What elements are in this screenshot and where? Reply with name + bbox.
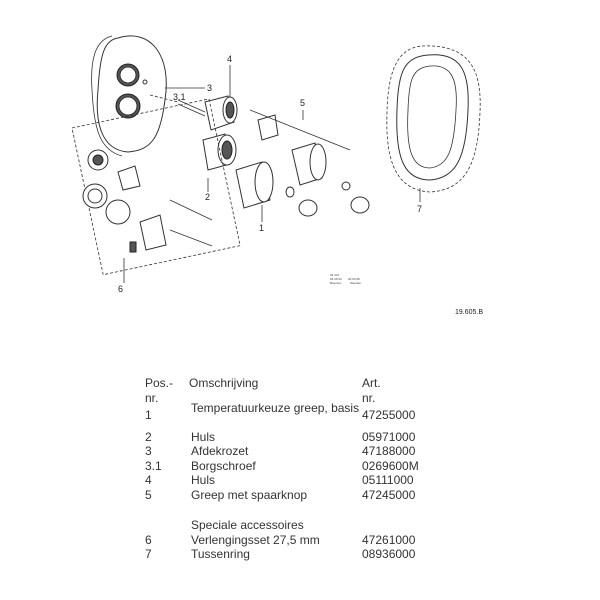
callout-3-1: 3.1	[173, 92, 186, 102]
header-pos: Pos.-nr.	[145, 376, 174, 405]
row-art: 05111000	[362, 473, 414, 487]
row-pos: 7	[145, 547, 152, 561]
row-art: 05971000	[362, 429, 416, 444]
svg-text:93 447: 93 447	[330, 273, 340, 277]
row-art: 47261000	[362, 532, 416, 547]
row-desc: Borgschroef	[191, 458, 256, 473]
callout-6: 6	[118, 284, 124, 294]
row-pos: 5	[145, 487, 152, 502]
row-pos: 3	[145, 444, 152, 458]
row-desc: Afdekrozet	[191, 444, 249, 458]
part-7-intermediate-ring	[387, 46, 480, 192]
svg-text:Wenden: Wenden	[350, 281, 362, 285]
row-art: 47245000	[362, 487, 416, 502]
svg-text:06.06.93: 06.06.93	[330, 277, 342, 281]
row-art: 08936000	[362, 547, 416, 561]
callout-5: 5	[300, 98, 306, 108]
row-pos: 4	[145, 473, 152, 487]
row-art: 47255000	[362, 407, 416, 422]
row-pos: 2	[145, 429, 152, 444]
header-art: Art. nr.	[362, 376, 381, 405]
row-pos: 1	[145, 407, 152, 422]
callout-2: 2	[205, 192, 211, 202]
row-art: 47188000	[362, 444, 416, 458]
svg-text:Boerdon: Boerdon	[330, 281, 342, 285]
callout-1: 1	[259, 223, 265, 233]
row-art: 0269600M	[362, 458, 419, 473]
callout-4: 4	[227, 54, 233, 64]
row-desc: Huls	[191, 429, 216, 444]
revision-notes	[330, 273, 361, 285]
callout-3: 3	[207, 83, 213, 93]
part-2-sleeve	[203, 134, 236, 170]
row-pos: 3.1	[145, 458, 162, 473]
section-title: Speciale accessoires	[191, 518, 304, 532]
row-desc: Greep met spaarknop	[191, 487, 308, 502]
row-pos: 6	[145, 532, 152, 547]
svg-text:20.03.98: 20.03.98	[348, 277, 360, 281]
callout-7: 7	[417, 204, 423, 214]
row-desc: Verlengingsset 27,5 mm	[191, 532, 320, 547]
row-desc: Huls	[191, 473, 216, 487]
row-desc: Temperatuurkeuze greep, basis	[191, 400, 360, 415]
row-desc: Tussenring	[191, 547, 250, 561]
header-desc: Omschrijving	[189, 376, 259, 390]
drawing-number: 19.605.B	[455, 309, 484, 316]
